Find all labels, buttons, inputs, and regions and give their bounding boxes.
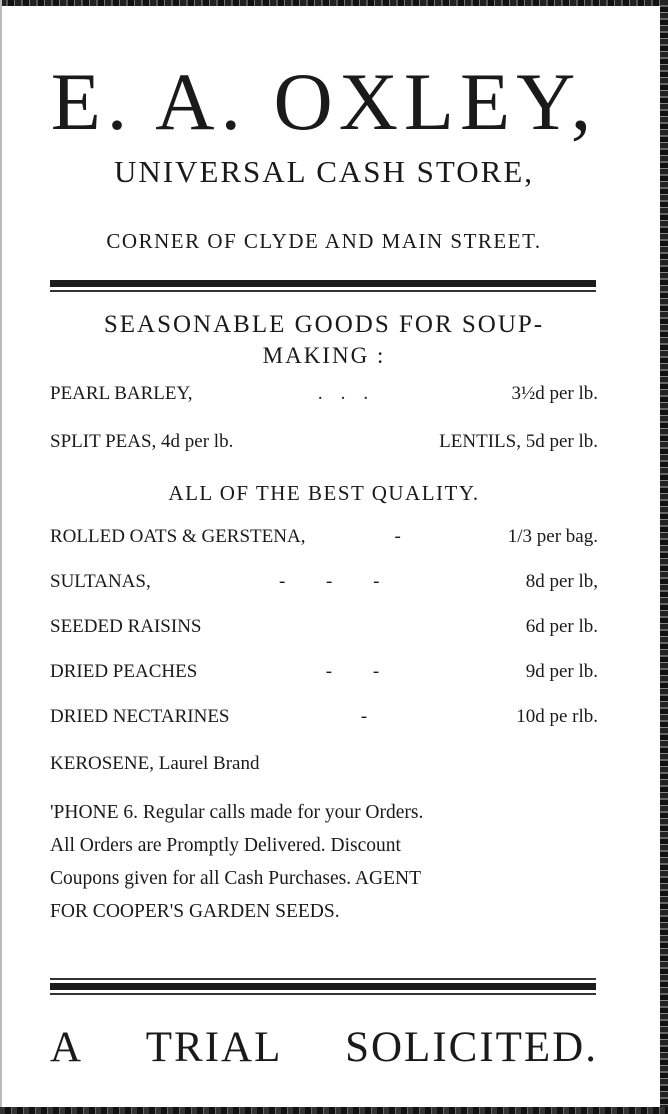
item-name: SEEDED RAISINS xyxy=(50,616,202,637)
item-price: 9d per lb. xyxy=(525,661,598,682)
notice-paragraph xyxy=(50,796,598,928)
item-name: KEROSENE, Laurel Brand xyxy=(50,753,260,774)
price-row-split-peas xyxy=(50,428,598,456)
item-name: SULTANAS, xyxy=(50,571,151,592)
closing-tagline xyxy=(50,1020,598,1076)
double-rule-top xyxy=(50,280,596,292)
item-name: DRIED PEACHES xyxy=(50,661,198,682)
left-border xyxy=(0,0,2,1114)
item-separator xyxy=(259,750,598,778)
price-row-pearl-barley xyxy=(50,380,598,408)
closing-word: SOLICITED. xyxy=(345,1024,598,1071)
closing-word: TRIAL xyxy=(145,1024,283,1071)
price-row-dried-nectarines xyxy=(50,703,598,731)
store-name: UNIVERSAL CASH STORE, xyxy=(113,154,535,189)
item-separator: ... xyxy=(317,383,387,404)
notice-line: 'PHONE 6. Regular calls made for your Orders. xyxy=(50,802,424,823)
store-owner-title: E. A. OXLEY, xyxy=(50,56,598,147)
double-rule-bottom xyxy=(50,978,596,995)
item-name: ROLLED OATS & GERSTENA, xyxy=(50,526,306,547)
price-row-dried-peaches xyxy=(50,658,598,686)
price-row-rolled-oats xyxy=(50,523,598,551)
section-heading-line1: SEASONABLE GOODS FOR SOUP- xyxy=(103,311,545,338)
price-row-kerosene xyxy=(50,750,598,778)
item-price: 10d pe rlb. xyxy=(516,706,598,727)
item-price: 8d per lb, xyxy=(525,571,598,592)
closing-word: A xyxy=(50,1024,84,1071)
item-price: 1/3 per bag. xyxy=(507,526,598,547)
item-name: DRIED NECTARINES xyxy=(50,706,230,727)
notice-line: Coupons given for all Cash Purchases. AGENT xyxy=(50,868,421,889)
item-price: 3½d per lb. xyxy=(511,383,598,404)
item-price: 6d per lb. xyxy=(525,616,598,637)
notice-line: FOR COOPER'S GARDEN SEEDS. xyxy=(50,901,340,922)
price-row-seeded-raisins xyxy=(50,613,598,641)
item-separator: - - - xyxy=(278,571,398,592)
item-price: LENTILS, 5d per lb. xyxy=(439,431,598,452)
item-separator xyxy=(201,613,525,641)
price-row-sultanas xyxy=(50,568,598,596)
store-address: CORNER OF CLYDE AND MAIN STREET. xyxy=(106,229,542,253)
advertisement xyxy=(50,0,598,1114)
notice-line: All Orders are Promptly Delivered. Discount xyxy=(50,835,401,856)
item-separator: - - xyxy=(325,661,398,682)
item-name: PEARL BARLEY, xyxy=(50,383,193,404)
item-separator xyxy=(233,428,439,456)
right-border xyxy=(660,0,668,1114)
item-separator: - xyxy=(360,706,386,727)
item-separator: - xyxy=(394,526,419,547)
item-name: SPLIT PEAS, 4d per lb. xyxy=(50,431,234,452)
quality-note: ALL OF THE BEST QUALITY. xyxy=(168,481,480,505)
section-heading-line2: MAKING : xyxy=(262,343,386,368)
